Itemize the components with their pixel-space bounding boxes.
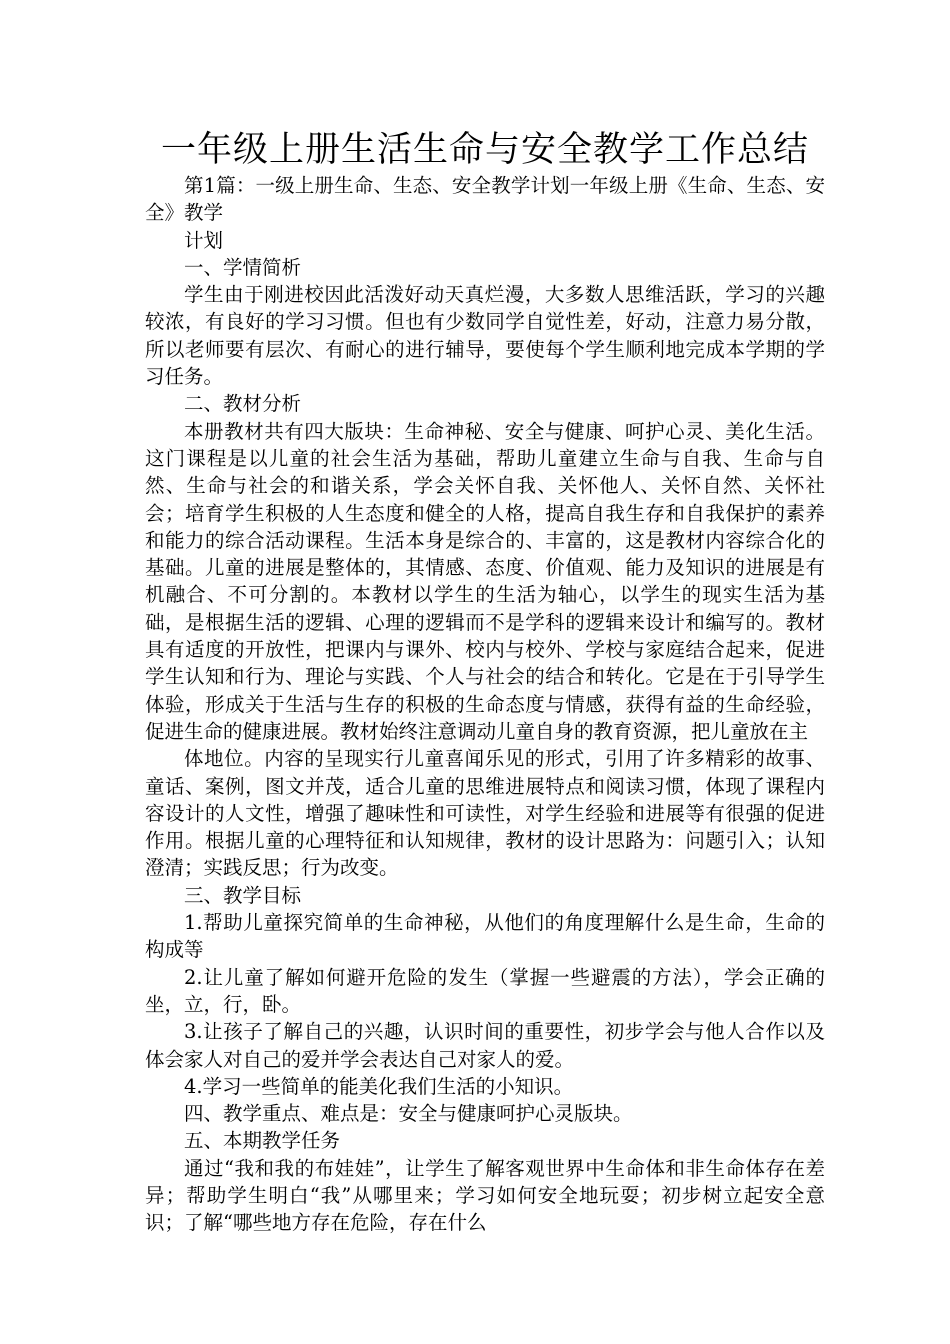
section-heading: 二、教材分析 xyxy=(184,392,302,416)
paragraph: 第1篇：一级上册生命、生态、安全教学计划一年级上册《生命、生态、安全》教学 xyxy=(145,174,825,225)
list-item: 1.帮助儿童探究简单的生命神秘，从他们的角度理解什么是生命，生命的构成等 xyxy=(145,911,825,962)
list-item: 2.让儿童了解如何避开危险的发生（掌握一些避震的方法），学会正确的坐，立，行，卧。 xyxy=(145,965,825,1016)
paragraph: 体地位。内容的呈现实行儿童喜闻乐见的形式，引用了许多精彩的故事、童话、案例，图文并茂，适合儿童的思维进展特点和阅读习惯，体现了课程内容设计的人文性，增强了趣味性和可读性，对学生经验和进展等有很强的促进作用。根据儿童的心理特征和认知规律，教材的设计思路为：问题引入；认知澄清；实践反思；行为改变。 xyxy=(145,747,825,880)
paragraph: 学生由于刚进校因此活泼好动天真烂漫，大多数人思维活跃，学习的兴趣较浓，有良好的学习习惯。但也有少数同学自觉性差，好动，注意力易分散，所以老师要有层次、有耐心的进行辅导，要使每个学生顺利地完成本学期的学习任务。 xyxy=(145,283,825,389)
section-heading: 四、教学重点、难点是：安全与健康呵护心灵版块。 xyxy=(184,1102,633,1126)
document-page xyxy=(145,128,825,1237)
paragraph: 通过“我和我的布娃娃”，让学生了解客观世界中生命体和非生命体存在差异；帮助学生明白“我”从哪里来；学习如何安全地玩耍；初步树立起安全意识；了解“哪些地方存在危险，存在什么 xyxy=(145,1156,825,1235)
list-item: 4.学习一些简单的能美化我们生活的小知识。 xyxy=(184,1074,574,1098)
section-heading: 三、教学目标 xyxy=(184,883,302,907)
paragraph: 本册教材共有四大版块：生命神秘、安全与健康、呵护心灵、美化生活。这门课程是以儿童的社会生活为基础，帮助儿童建立生命与自我、生命与自然、生命与社会的和谐关系，学会关怀自我、关怀他人、关怀自然、关怀社会；培育学生积极的人生态度和健全的人格，提高自我生存和自我保护的素养和能力的综合活动课程。生活本身是综合的、丰富的，这是教材内容综合化的基础。儿童的进展是整体的，其情感、态度、价值观、能力及知识的进展是有机融合、不可分割的。本教材以学生的生活为轴心，以学生的现实生活为基础，是根据生活的逻辑、心理的逻辑而不是学科的逻辑来设计和编写的。教材具有适度的开放性，把课内与课外、校内与校外、学校与家庭结合起来，促进学生认知和行为、理论与实践、个人与社会的结合和转化。它是在于引导学生体验，形成关于生活与生存的积极的生命态度与情感，获得有益的生命经验，促进生命的健康进展。教材始终注意调动儿童自身的教育资源，把儿童放在主 xyxy=(145,419,825,743)
paragraph: 计划 xyxy=(184,228,224,252)
section-heading: 一、学情简析 xyxy=(184,255,302,279)
list-item: 3.让孩子了解自己的兴趣，认识时间的重要性，初步学会与他人合作以及体会家人对自己的爱并学会表达自己对家人的爱。 xyxy=(145,1020,825,1071)
document-title: 一年级上册生活生命与安全教学工作总结 xyxy=(160,130,809,170)
section-heading: 五、本期教学任务 xyxy=(184,1129,341,1153)
